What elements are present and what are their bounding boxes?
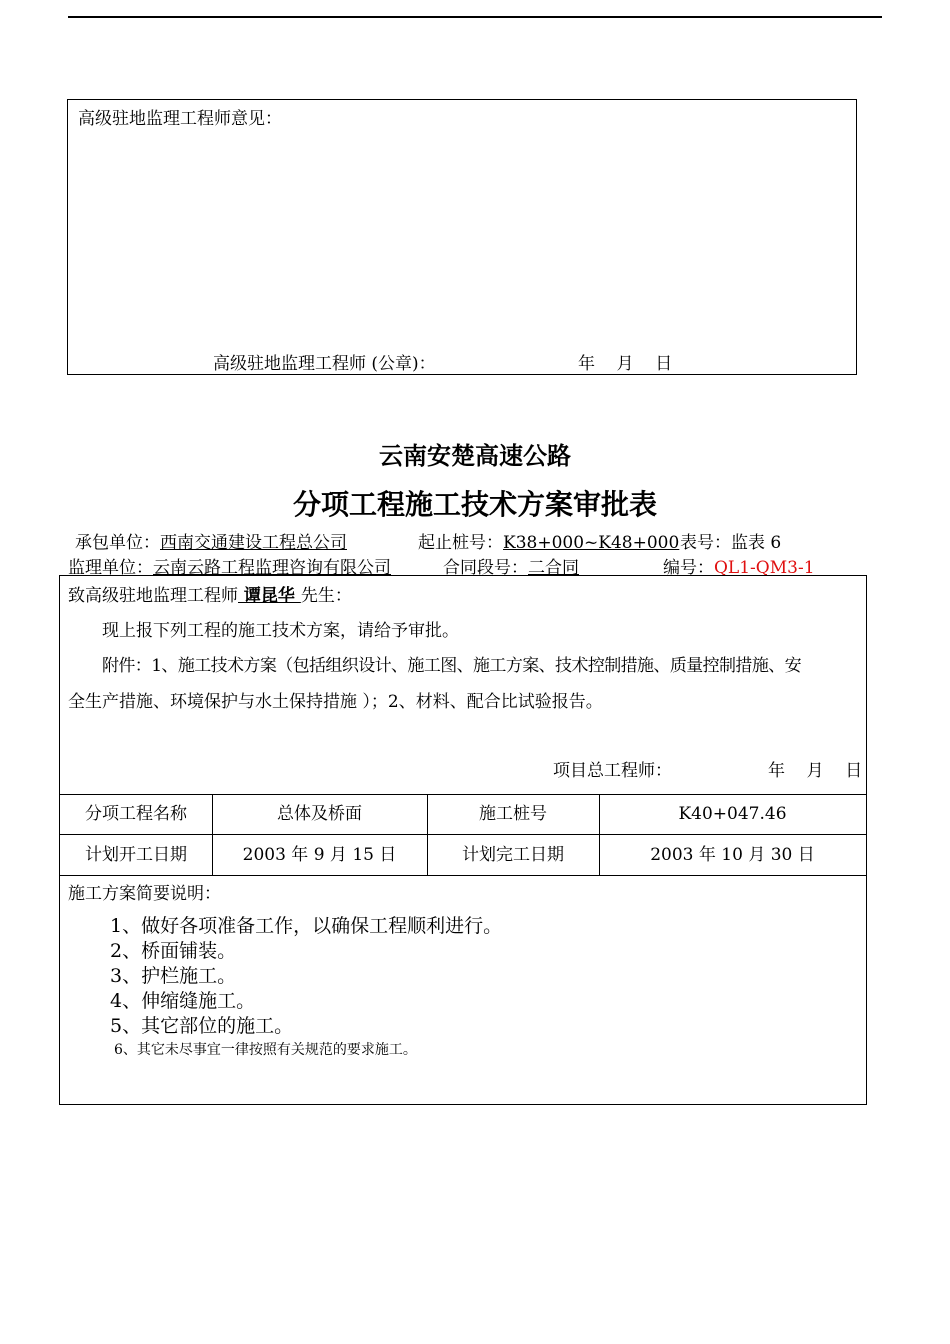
contractor-value: 西南交通建设工程总公司	[160, 533, 347, 553]
letter-paragraph-2: 附件：1、施工技术方案（包括组织设计、施工图、施工方案、技术控制措施、质量控制措施、安	[102, 656, 802, 676]
plan-item: 2、桥面铺装。	[110, 940, 237, 962]
section-value: 二合同	[528, 558, 579, 578]
opinion-date-label: 年 月 日	[578, 354, 673, 374]
start-date-label: 计划开工日期	[85, 845, 187, 865]
station-no-label: 施工桩号	[479, 804, 547, 824]
plan-item: 4、伸缩缝施工。	[110, 990, 256, 1012]
document-subtitle: 云南安楚高速公路	[379, 441, 571, 470]
supervisor-value: 云南云路工程监理咨询有限公司	[153, 558, 391, 578]
letter-paragraph-3: 全生产措施、环境保护与水土保持措施 ）；2、材料、配合比试验报告。	[68, 692, 603, 712]
station-row	[418, 528, 679, 553]
code-value: QL1-QM3-1	[714, 558, 815, 578]
document-title: 分项工程施工技术方案审批表	[292, 488, 657, 521]
addressee-line	[68, 581, 352, 606]
station-label: 起止桩号：	[418, 533, 503, 553]
form-number: 表号：监表 6	[680, 533, 782, 553]
addressee-name: 谭昆华	[238, 586, 301, 606]
plan-item: 5、其它部位的施工。	[110, 1015, 294, 1037]
station-value: K38+000~K48+000	[503, 533, 680, 553]
end-date-value: 2003 年 10 月 30 日	[650, 845, 815, 865]
header-rule	[68, 16, 882, 18]
supervisor-label: 监理单位：	[68, 558, 153, 578]
end-date-label: 计划完工日期	[462, 845, 564, 865]
addressee-prefix: 致高级驻地监理工程师	[68, 586, 238, 606]
plan-label: 施工方案简要说明：	[68, 884, 221, 904]
plan-item: 3、护栏施工。	[110, 965, 237, 987]
start-date-value: 2003 年 9 月 15 日	[242, 845, 397, 865]
section-label: 合同段号：	[443, 558, 528, 578]
letter-paragraph-1: 现上报下列工程的施工技术方案，请给予审批。	[102, 621, 459, 641]
opinion-sign-label: 高级驻地监理工程师 (公章)：	[213, 354, 436, 374]
table-bottom-border	[60, 875, 866, 876]
plan-note: 6、其它未尽事宜一律按照有关规范的要求施工。	[114, 1042, 417, 1058]
opinion-label: 高级驻地监理工程师意见：	[78, 109, 282, 129]
contractor-row	[75, 528, 347, 553]
item-name-value: 总体及桥面	[277, 804, 362, 824]
addressee-suffix: 先生：	[300, 586, 352, 606]
contractor-label: 承包单位：	[75, 533, 160, 553]
opinion-box	[67, 99, 857, 375]
approval-form	[59, 575, 867, 1105]
plan-item: 1、做好各项准备工作，以确保工程顺利进行。	[110, 915, 503, 937]
item-name-label: 分项工程名称	[85, 804, 187, 824]
engineer-date: 年 月 日	[768, 761, 863, 781]
engineer-label: 项目总工程师：	[553, 761, 672, 781]
code-label: 编号：	[663, 558, 714, 578]
station-no-value: K40+047.46	[678, 804, 787, 824]
